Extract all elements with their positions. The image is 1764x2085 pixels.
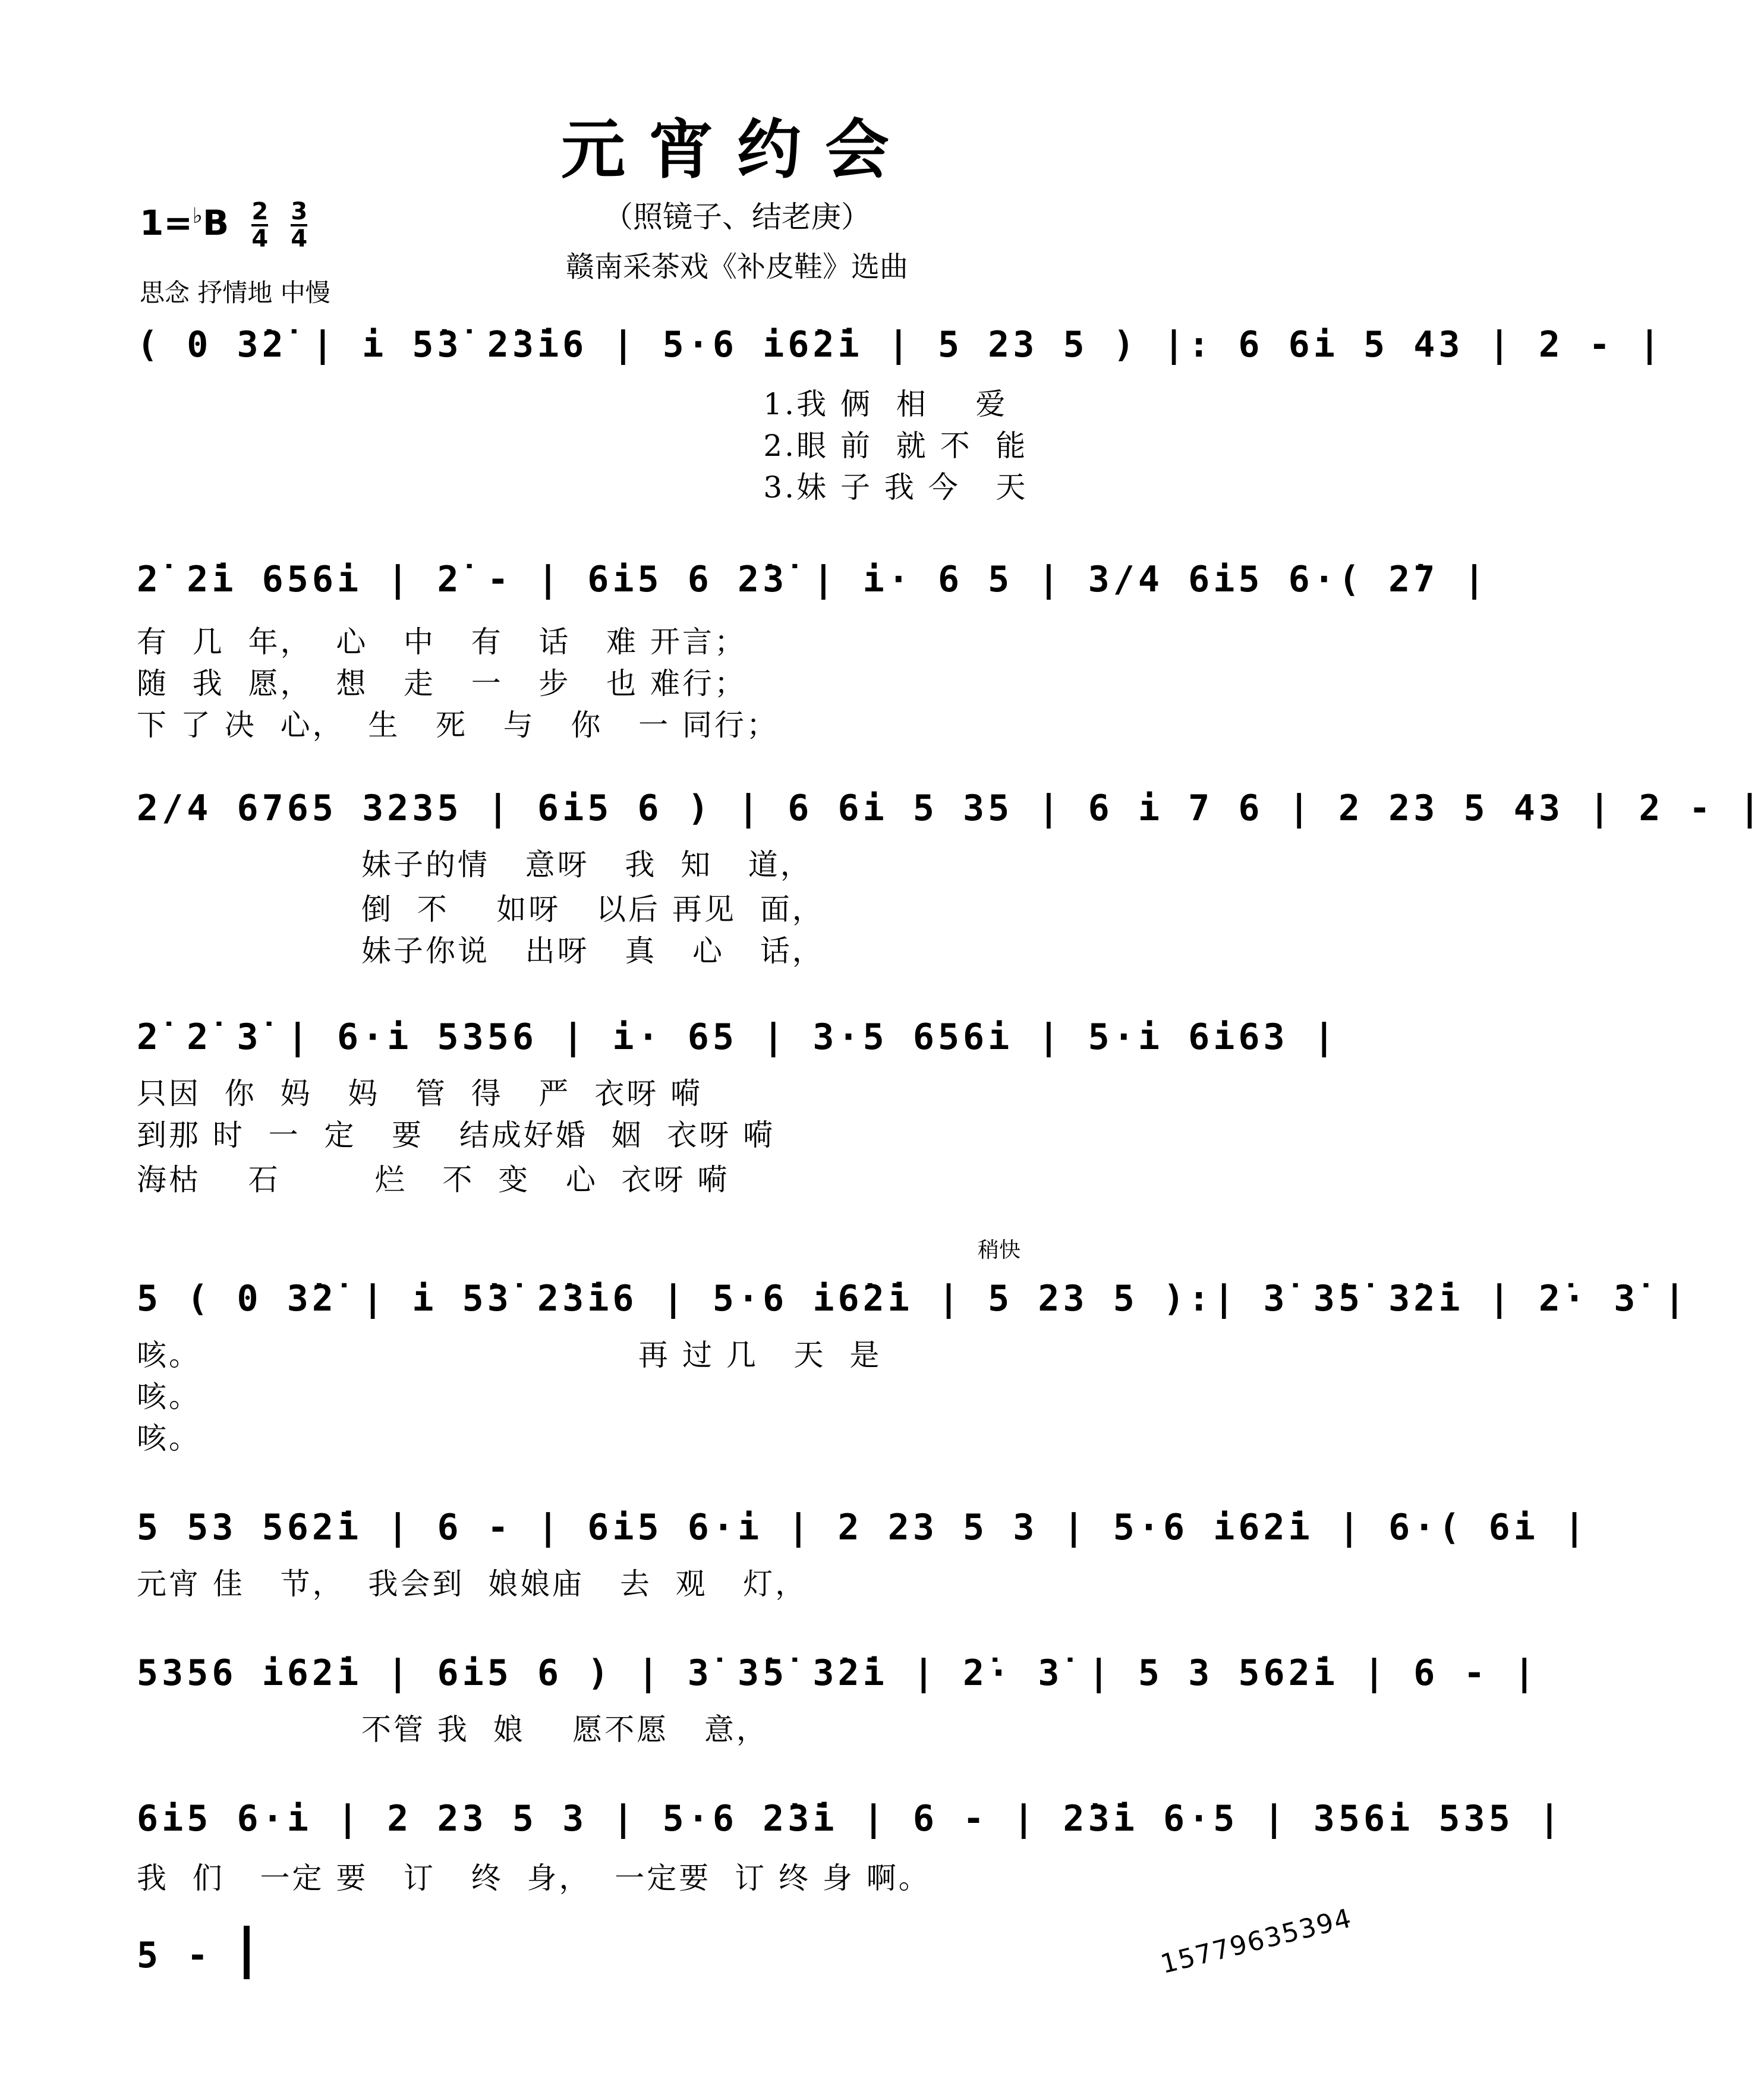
lyric-line-6-verse-1: 元宵 佳 节， 我会到 娘娘庙 去 观 灯，: [137, 1567, 808, 1601]
lyric-line-2-verse-3: 下 了 决 心， 生 死 与 你 一 同行；: [137, 708, 779, 742]
lyric-line-3-verse-1: 妹子的情 意呀 我 知 道，: [137, 848, 812, 882]
lyric-line-4-verse-2: 到那 时 一 定 要 结成好婚 姻 衣呀 嗬: [137, 1118, 776, 1152]
time-signature-2-4: [251, 199, 268, 251]
key-signature: [140, 199, 307, 251]
lyric-line-1-verse-1: 1.我 俩 相 爱: [137, 387, 1008, 421]
notation-line-9: 5 -: [137, 1935, 212, 1976]
tempo-marking: 思念 抒情地 中慢: [140, 278, 330, 307]
time-sig-numerator: 2: [251, 198, 269, 225]
song-subtitle: （照镜子、结老庚）: [603, 200, 871, 234]
time-sig-denominator: 4: [251, 225, 269, 253]
time-sig-denominator: 4: [291, 225, 308, 253]
notation-line-2: 2̇ 2̇i 656i | 2̇ - | 6i5 6 2̇3̇ | i· 6 5 | 3/4 6i5 6·( 2̇7 |: [137, 559, 1489, 600]
lyric-line-4-verse-3: 海枯 石 烂 不 变 心 衣呀 嗬: [137, 1163, 730, 1197]
phone-number: 15779635394: [1157, 1903, 1356, 1980]
notation-line-7: 5356 i62̇i | 6i5 6 ) | 3̇ 3̇5̇ 3̇2̇i | 2̇· 3̇ | 5 3 562̇i | 6 - |: [137, 1652, 1539, 1694]
lyric-line-5-verse-2: 咳。: [137, 1379, 201, 1414]
key-note: B: [202, 203, 229, 244]
song-source: 赣南采茶戏《补皮鞋》选曲: [565, 250, 908, 284]
song-title: 元宵约会: [560, 112, 913, 187]
lyric-line-2-verse-1: 有 几 年， 心 中 有 话 难 开言；: [137, 625, 746, 659]
time-sig-numerator: 3: [291, 198, 308, 225]
lyric-line-1-verse-2: 2.眼 前 就 不 能: [137, 429, 1028, 463]
time-signature-3-4: [291, 199, 307, 251]
tempo-change-marking: 稍快: [978, 1238, 1021, 1262]
notation-line-8: 6i5 6·i | 2 23 5 3 | 5·6 2̇3̇i | 6 - | 2̇3̇i 6·5 | 356i 535 |: [137, 1798, 1564, 1840]
lyric-line-8-verse-1: 我 们 一定 要 订 终 身， 一定要 订 终 身 啊。: [137, 1861, 931, 1895]
lyric-line-4-verse-1: 只因 你 妈 妈 管 得 严 衣呀 嗬: [137, 1076, 703, 1111]
notation-line-1: ( 0 3̇2̇ | i 5̇3̇ 2̇3̇i6 | 5·6 i6̇2̇i | 5 23 5 ) |: 6 6i 5 43 | 2 - |: [137, 324, 1664, 366]
lyric-line-7-verse-1: 不管 我 娘 愿不愿 意，: [137, 1712, 768, 1747]
lyric-line-3-verse-3: 妹子你说 出呀 真 心 话，: [137, 934, 824, 968]
final-barline: [244, 1926, 250, 1979]
lyric-line-1-verse-3: 3.妹 子 我 今 天: [137, 470, 1028, 505]
lyric-line-5-verse-1: 咳。 再 过 几 天 是: [137, 1338, 882, 1372]
notation-line-5: 5 ( 0 3̇2̇ | i 5̇3̇ 2̇3̇i6 | 5·6 i6̇2̇i | 5 23 5 ):| 3̇ 3̇5̇ 3̇2̇i | 2̇· 3̇ |: [137, 1278, 1689, 1319]
flat-sign: ♭: [192, 203, 203, 228]
lyric-line-2-verse-2: 随 我 愿， 想 走 一 步 也 难行；: [137, 666, 746, 701]
lyric-line-3-verse-2: 倒 不 如呀 以后 再见 面，: [137, 892, 824, 927]
notation-line-4: 2̇ 2̇ 3̇ | 6·i 5356 | i· 65 | 3·5 656i | 5·i 6i63 |: [137, 1016, 1338, 1058]
notation-line-3: 2/4 6765 3235 | 6i5 6 ) | 6 6i 5 35 | 6 i 7 6 | 2 23 5 43 | 2 - |: [137, 788, 1764, 829]
notation-line-6: 5 53 562̇i | 6 - | 6i5 6·i | 2 23 5 3 | 5·6 i62̇i | 6·( 6i |: [137, 1507, 1589, 1548]
lyric-line-5-verse-3: 咳。: [137, 1421, 201, 1456]
key-prefix: 1=: [140, 203, 193, 244]
